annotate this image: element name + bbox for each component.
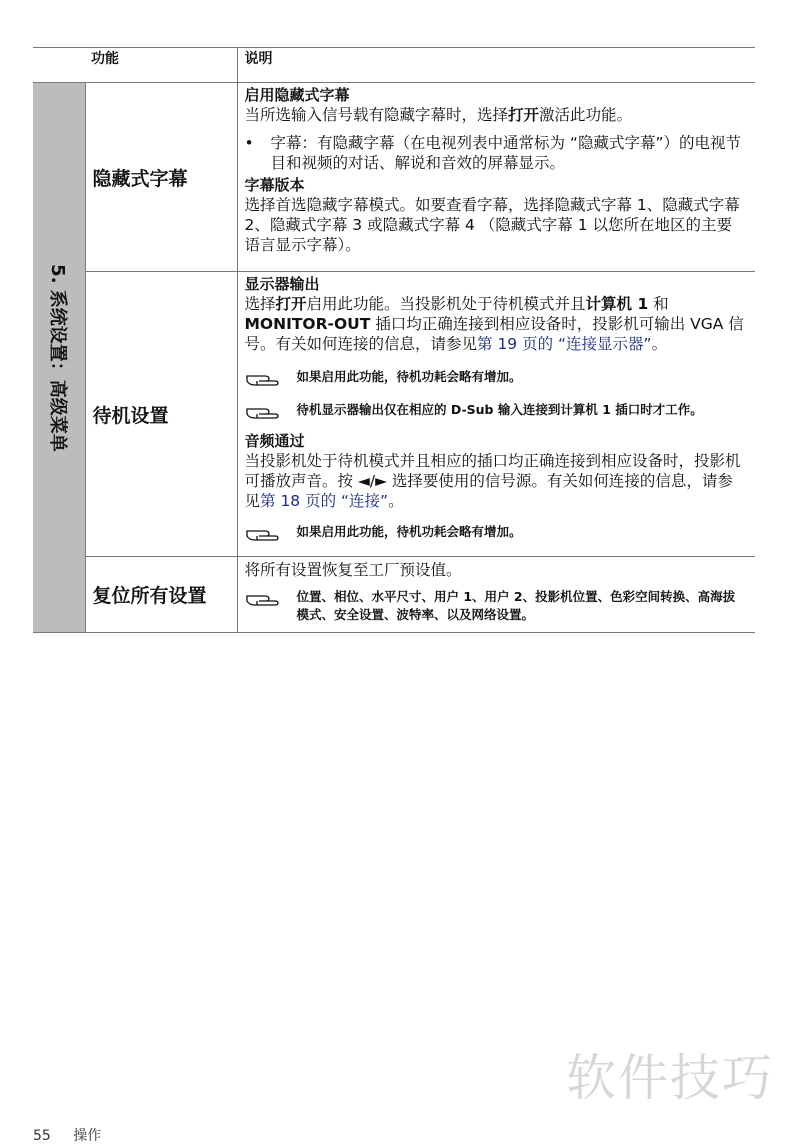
text-span: 和 — [648, 295, 669, 313]
function-name-closed-caption: 隐藏式字幕 — [85, 83, 237, 272]
bullet-text: 字幕：有隐藏字幕（在电视列表中通常标为 “隐藏式字幕”）的电视节目和视频的对话、解说和音效的屏幕显示。 — [270, 134, 741, 172]
text-span: 激活此功能。 — [539, 106, 633, 124]
bold-span: 计算机 1 — [585, 295, 649, 313]
link-connect[interactable]: 第 18 页的 “连接” — [260, 492, 389, 510]
description-closed-caption — [237, 83, 755, 272]
bold-span: MONITOR-OUT — [244, 315, 371, 333]
note-reset — [245, 588, 748, 624]
note-text: 位置、相位、水平尺寸、用户 1、用户 2、投影机位置、色彩空间转换、高海拔模式、安全设置、波特率、以及网络设置。 — [296, 589, 736, 622]
note-dsub — [245, 401, 748, 426]
text-span: 插口均正确连接到相应设备时，投影机可输出 VGA 信号。有关如何连接的信息，请参见 — [244, 315, 744, 353]
table-row-closed-caption — [33, 83, 755, 272]
function-name-standby: 待机设置 — [85, 272, 237, 557]
subheading-audio-pass: 音频通过 — [244, 432, 305, 450]
note-text: 如果启用此功能，待机功耗会略有增加。 — [296, 369, 522, 384]
subheading-enable-cc: 启用隐藏式字幕 — [244, 86, 350, 104]
page-number: 55 — [33, 1128, 51, 1144]
description-standby — [237, 272, 755, 557]
paragraph-reset: 将所有设置恢复至工厂预设值。 — [244, 561, 462, 579]
table-row-standby — [33, 272, 755, 557]
settings-table — [33, 47, 755, 633]
subheading-monitor-out: 显示器输出 — [244, 275, 320, 293]
note-text: 如果启用此功能，待机功耗会略有增加。 — [296, 524, 522, 539]
paragraph-monitor-out — [245, 294, 748, 354]
text-span: 。 — [651, 335, 668, 353]
text-span: 当投影机处于待机模式并且相应的插口均正确连接到相应设备时，投影机可播放声音。按 ◄/► 选择要使用的信号源。有关如何连接的信息，请参见 — [244, 452, 741, 510]
pointing-hand-icon — [245, 401, 297, 426]
bold-span: 打开 — [275, 295, 307, 313]
paragraph-cc-version: 选择首选隐藏字幕模式。如要查看字幕，选择隐藏式字幕 1、隐藏式字幕 2、隐藏式字幕 3 或隐藏式字幕 4 （隐藏式字幕 1 以您所在地区的主要语言显示字幕）。 — [244, 196, 740, 254]
text-span: 选择 — [244, 295, 276, 313]
bullet-item — [245, 133, 748, 173]
watermark: 软件技巧 — [566, 1049, 774, 1107]
note-power-1 — [245, 368, 748, 393]
text-span: 当所选输入信号载有隐藏字幕时，选择 — [244, 106, 509, 124]
function-name-reset: 复位所有设置 — [85, 557, 237, 633]
note-text: 待机显示器输出仅在相应的 D-Sub 输入连接到计算机 1 插口时才工作。 — [296, 402, 703, 417]
pointing-hand-icon — [245, 523, 297, 548]
header-function: 功能 — [33, 48, 237, 83]
pointing-hand-icon — [245, 368, 297, 393]
section-band — [33, 83, 85, 633]
link-connect-monitor[interactable]: 第 19 页的 “连接显示器” — [477, 335, 652, 353]
paragraph-audio-pass — [245, 451, 748, 511]
table-row-reset — [33, 557, 755, 633]
paragraph-enable-cc — [245, 105, 748, 125]
header-description: 说明 — [237, 48, 755, 83]
section-band-label: 5. 系统设置：高级菜单 — [46, 263, 68, 452]
bullet-mark: • — [244, 134, 254, 152]
subheading-cc-version: 字幕版本 — [244, 176, 305, 194]
pointing-hand-icon — [245, 588, 297, 613]
page-footer — [33, 1125, 101, 1145]
table-header-row — [33, 48, 755, 83]
bold-span: 打开 — [508, 106, 540, 124]
footer-section: 操作 — [73, 1128, 102, 1144]
description-reset — [237, 557, 755, 633]
note-power-2 — [245, 523, 748, 548]
text-span: 启用此功能。当投影机处于待机模式并且 — [306, 295, 586, 313]
text-span: 。 — [388, 492, 404, 510]
